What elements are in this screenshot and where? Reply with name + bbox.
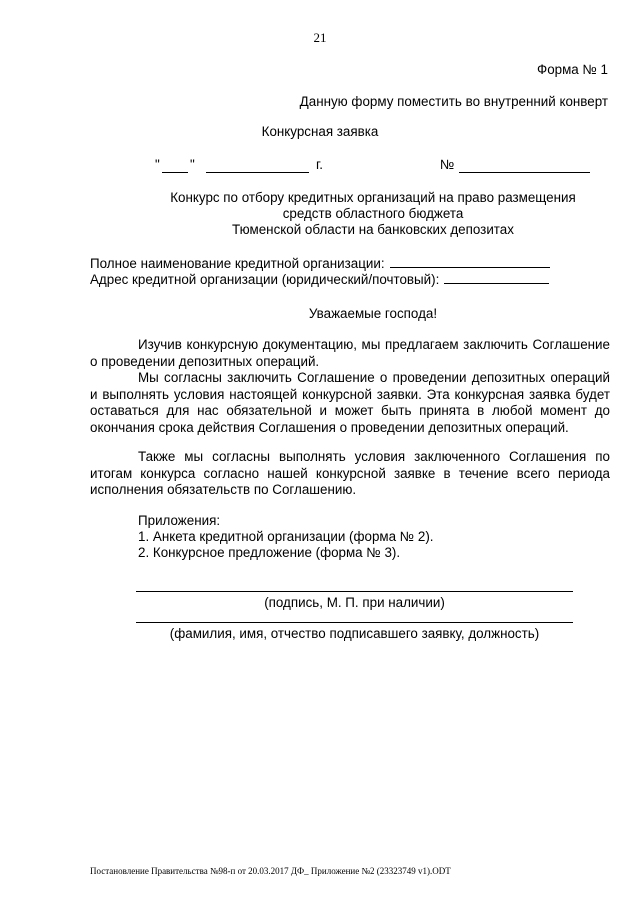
body-paragraph-2-text: Мы согласны заключить Соглашение о проведении депозитных операций и выполнять условия настоящей конкурсной заявки. Эта конкурсная заявка будет оставаться для нас обязательной и может быть принята в любой момент до окончания срока действия Соглашения о проведении депозитных операций.: [90, 370, 610, 435]
body-paragraph-2: [90, 370, 610, 436]
full-name-label: Полное наименование кредитной организации:: [90, 256, 385, 271]
body-paragraph-3: [90, 449, 610, 499]
form-number: Форма № 1: [537, 62, 608, 77]
date-day-blank: [162, 157, 188, 173]
greeting: Уважаемые господа!: [308, 306, 438, 321]
attachment-item-1: 1. Анкета кредитной организации (форма № 2).: [138, 529, 434, 544]
signature-caption: (подпись, М. П. при наличии): [264, 595, 445, 610]
footer-note: Постановление Правительства №98-п от 20.03.2017 ДФ_ Приложение №2 (23323749 v1).ODT: [90, 866, 451, 876]
date-month-blank: [206, 157, 309, 173]
contest-line-1: Конкурс по отбору кредитных организаций на право размещения: [170, 190, 576, 205]
body-paragraph-1-text: Изучив конкурсную документацию, мы предлагаем заключить Соглашение о проведении депозитных операций.: [90, 337, 610, 369]
full-name-blank: [390, 256, 550, 268]
name-line: [136, 622, 573, 623]
address-blank: [444, 272, 549, 284]
envelope-note: Данную форму поместить во внутренний конверт: [299, 94, 608, 109]
body-paragraph-1: [90, 337, 610, 370]
address-field: [90, 272, 549, 287]
page-number: 21: [313, 30, 327, 45]
contest-line-2: средств областного бюджета: [282, 206, 464, 221]
number-label: №: [440, 157, 455, 172]
open-quote: ": [155, 157, 160, 172]
name-caption: (фамилия, имя, отчество подписавшего заявку, должность): [169, 626, 540, 641]
full-name-field: [90, 256, 550, 271]
address-label: Адрес кредитной организации (юридический/почтовый):: [90, 272, 440, 287]
attachment-item-2: 2. Конкурсное предложение (форма № 3).: [138, 545, 401, 560]
attachments-heading: Приложения:: [138, 513, 221, 528]
signature-line: [136, 591, 573, 592]
number-blank: [459, 157, 590, 173]
document-title: Конкурсная заявка: [261, 124, 379, 139]
year-suffix: г.: [316, 157, 323, 172]
contest-line-3: Тюменской области на банковских депозитах: [232, 222, 514, 237]
body-paragraph-3-text: Также мы согласны выполнять условия заключенного Соглашения по итогам конкурса согласно нашей конкурсной заявке в течение всего периода исполнения обязательств по Соглашению.: [90, 449, 610, 498]
close-quote: ": [190, 157, 195, 172]
